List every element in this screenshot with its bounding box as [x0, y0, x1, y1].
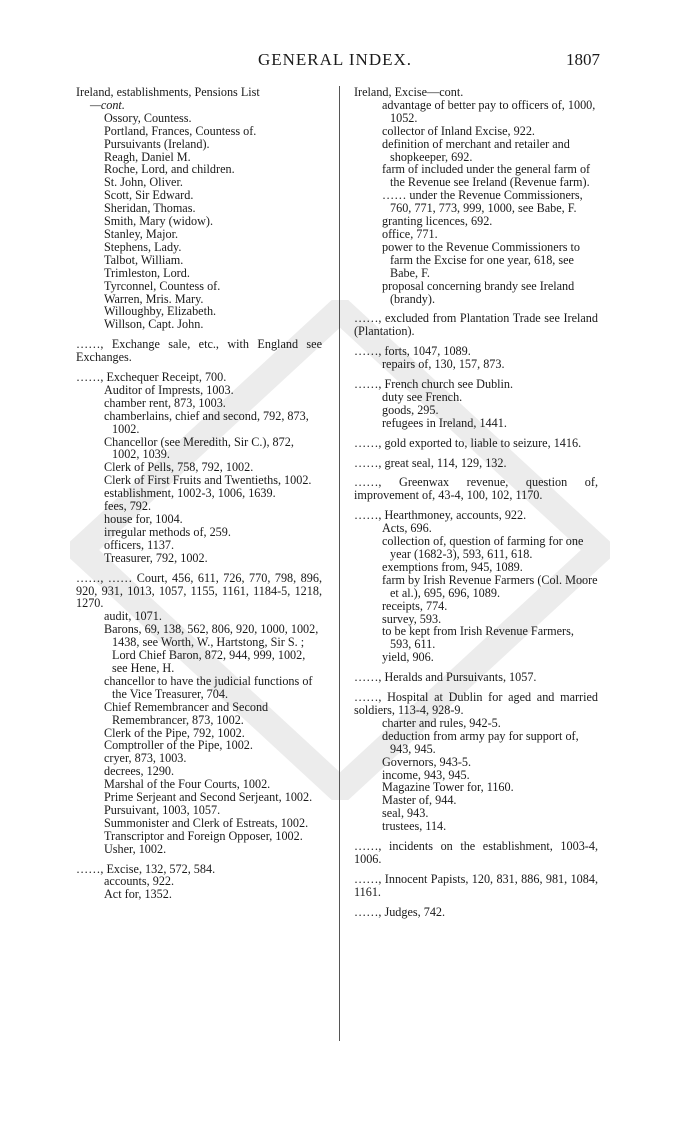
index-subentry: Act for, 1352. — [104, 887, 172, 902]
index-heading: ……, Innocent Papists, 120, 831, 886, 981, 1084, 1161. — [354, 871, 598, 899]
index-subentry: Governors, 943-5. — [382, 754, 472, 769]
index-subentry: St. John, Oliver. — [104, 175, 183, 190]
index-subentry: Magazine Tower for, 1160. — [382, 780, 514, 795]
index-heading: ……, Excise, 132, 572, 584. — [76, 861, 216, 876]
index-subentry: refugees in Ireland, 1441. — [382, 415, 507, 430]
index-subentry: Acts, 696. — [382, 521, 432, 536]
index-subentry: Transcriptor and Foreign Opposer, 1002. — [104, 828, 303, 843]
index-subentry: receipts, 774. — [382, 598, 448, 613]
index-subentry: Ossory, Countess. — [104, 110, 192, 125]
index-subentry: audit, 1071. — [104, 609, 162, 624]
index-entry — [354, 840, 598, 866]
index-subentry: Clerk of Pells, 758, 792, 1002. — [104, 460, 254, 475]
index-heading: ……, Judges, 742. — [354, 904, 446, 919]
index-entry — [354, 691, 598, 833]
index-entry — [354, 312, 598, 338]
index-subentry: Warren, Mris. Mary. — [104, 291, 204, 306]
index-subentry: exemptions from, 945, 1089. — [382, 559, 523, 574]
index-heading: Ireland, establishments, Pensions List — [76, 85, 260, 99]
index-subentry: Sheridan, Thomas. — [104, 201, 196, 216]
index-subentry: officers, 1137. — [104, 537, 175, 552]
index-subentry: trustees, 114. — [382, 819, 447, 834]
index-subentry: farm of included under the general farm of the Revenue see Ireland (Revenue farm). — [382, 162, 591, 190]
index-heading: ……, gold exported to, liable to seizure, 1416. — [354, 435, 582, 450]
left-column — [76, 86, 322, 908]
index-subentry: house for, 1004. — [104, 512, 183, 526]
index-entry — [76, 86, 322, 331]
index-entry — [354, 345, 598, 371]
index-entry — [76, 371, 322, 565]
index-subentry: collection of, question of farming for one year (1682-3), 593, 611, 618. — [382, 534, 584, 561]
index-heading-cont: —cont. — [90, 97, 125, 112]
index-subentry: Master of, 944. — [382, 793, 457, 808]
index-entry — [76, 338, 322, 364]
right-column — [354, 86, 598, 926]
index-subentry: Pursuivants (Ireland). — [104, 136, 210, 151]
index-subentry: granting licences, 692. — [382, 214, 493, 229]
index-entry — [354, 476, 598, 502]
index-entry — [76, 572, 322, 856]
index-subentry: goods, 295. — [382, 402, 439, 417]
page-header — [70, 50, 600, 76]
column-divider — [339, 86, 340, 1041]
index-subentry: yield, 906. — [382, 650, 434, 665]
index-subentry: Roche, Lord, and children. — [104, 162, 235, 177]
index-heading: ……, French church see Dublin. — [354, 377, 514, 392]
index-subentry: Trimleston, Lord. — [104, 265, 190, 280]
index-subentry: fees, 792. — [104, 499, 152, 514]
index-heading: ……, Greenwax revenue, question of, improvement of, 43-4, 100, 102, 1170. — [354, 475, 598, 503]
page-number: 1807 — [566, 50, 600, 69]
index-subentry: power to the Revenue Commissioners to farm the Excise for one year, 618, see Babe, F. — [382, 239, 581, 280]
index-heading: Ireland, Excise—cont. — [354, 85, 464, 99]
index-heading: ……, Exchange sale, etc., with England see Exchanges. — [76, 337, 322, 365]
index-subentry: chancellor to have the judicial functions of the Vice Treasurer, 704. — [104, 673, 313, 701]
index-heading: ……, Hearthmoney, accounts, 922. — [354, 508, 527, 523]
index-subentry: Prime Serjeant and Second Serjeant, 1002. — [104, 790, 313, 805]
index-subentry: Comptroller of the Pipe, 1002. — [104, 738, 253, 753]
index-subentry: advantage of better pay to officers of, 1000, 1052. — [382, 97, 596, 125]
index-subentry: cryer, 873, 1003. — [104, 751, 187, 766]
index-subentry: Smith, Mary (widow). — [104, 214, 214, 229]
index-subentry: Summonister and Clerk of Estreats, 1002. — [104, 815, 309, 830]
index-subentry: Chancellor (see Meredith, Sir C.), 872, 1002, 1039. — [104, 434, 294, 462]
index-subentry: chamberlains, chief and second, 792, 873, 1002. — [104, 408, 309, 436]
index-subentry: Stanley, Major. — [104, 226, 179, 241]
index-subentry: collector of Inland Excise, 922. — [382, 123, 535, 138]
index-subentry: definition of merchant and retailer and shopkeeper, 692. — [382, 136, 570, 164]
index-entry — [354, 906, 598, 919]
index-subentry: decrees, 1290. — [104, 764, 175, 779]
index-entry — [354, 437, 598, 450]
page-title: GENERAL INDEX. — [257, 50, 413, 69]
index-heading: ……, …… Court, 456, 611, 726, 770, 798, 896, 920, 931, 1013, 1057, 1155, 1161, 1184-5, 1218, 1270. — [76, 570, 322, 611]
index-subentry: chamber rent, 873, 1003. — [104, 395, 226, 410]
index-heading: ……, Exchequer Receipt, 700. — [76, 370, 227, 385]
index-subentry: accounts, 922. — [104, 874, 175, 889]
index-subentry: to be kept from Irish Revenue Farmers, 593, 611. — [382, 624, 574, 652]
index-subentry: Scott, Sir Edward. — [104, 188, 194, 203]
index-subentry: Tyrconnel, Countess of. — [104, 278, 221, 293]
index-subentry: Marshal of the Four Courts, 1002. — [104, 777, 271, 792]
index-subentry: Portland, Frances, Countess of. — [104, 123, 257, 138]
index-subentry: Auditor of Imprests, 1003. — [104, 382, 234, 397]
index-subentry: duty see French. — [382, 389, 463, 404]
index-subentry: Usher, 1002. — [104, 841, 167, 856]
index-subentry: Willson, Capt. John. — [104, 317, 204, 332]
index-subentry: establishment, 1002-3, 1006, 1639. — [104, 486, 276, 501]
index-subentry: Talbot, William. — [104, 252, 184, 267]
index-subentry: Treasurer, 792, 1002. — [104, 550, 208, 565]
index-entry — [354, 378, 598, 430]
index-entry — [76, 863, 322, 902]
index-heading: ……, incidents on the establishment, 1003-4, 1006. — [354, 839, 598, 866]
index-subentry: Pursuivant, 1003, 1057. — [104, 802, 221, 817]
index-subentry: irregular methods of, 259. — [104, 524, 231, 539]
index-subentry: …… under the Revenue Commissioners, 760, 771, 773, 999, 1000, see Babe, F. — [382, 188, 583, 216]
index-heading: ……, great seal, 114, 129, 132. — [354, 455, 507, 470]
index-entry — [354, 671, 598, 684]
index-subentry: deduction from army pay for support of, 943, 945. — [382, 728, 579, 756]
index-subentry: farm by Irish Revenue Farmers (Col. Moore et al.), 695, 696, 1089. — [382, 572, 598, 600]
index-entry — [354, 873, 598, 899]
index-heading: ……, Hospital at Dublin for aged and married soldiers, 113-4, 928-9. — [354, 690, 598, 717]
index-subentry: income, 943, 945. — [382, 767, 470, 782]
index-heading: ……, forts, 1047, 1089. — [354, 344, 471, 359]
index-subentry: survey, 593. — [382, 611, 442, 626]
index-subentry: Chief Remembrancer and Second Remembrancer, 873, 1002. — [104, 699, 269, 727]
index-subentry: Clerk of First Fruits and Twentieths, 1002. — [104, 473, 312, 488]
index-subentry: Reagh, Daniel M. — [104, 149, 191, 164]
index-subentry: Stephens, Lady. — [104, 239, 182, 254]
index-subentry: proposal concerning brandy see Ireland (brandy). — [382, 278, 575, 306]
index-heading: ……, excluded from Plantation Trade see Ireland (Plantation). — [354, 311, 598, 339]
index-subentry: seal, 943. — [382, 806, 429, 821]
index-heading: ……, Heralds and Pursuivants, 1057. — [354, 670, 537, 685]
index-entry — [354, 509, 598, 664]
index-subentry: repairs of, 130, 157, 873. — [382, 357, 505, 372]
index-subentry: Clerk of the Pipe, 792, 1002. — [104, 725, 245, 740]
index-subentry: office, 771. — [382, 226, 438, 241]
index-subentry: charter and rules, 942-5. — [382, 715, 501, 730]
index-entry — [354, 457, 598, 470]
index-entry — [354, 86, 598, 305]
index-subentry: Willoughby, Elizabeth. — [104, 304, 217, 319]
index-subentry: Barons, 69, 138, 562, 806, 920, 1000, 1002, 1438, see Worth, W., Hartstong, Sir S. ; Lord Chief Baron, 872, 944, 999, 1002, see Hene, H. — [104, 622, 319, 675]
